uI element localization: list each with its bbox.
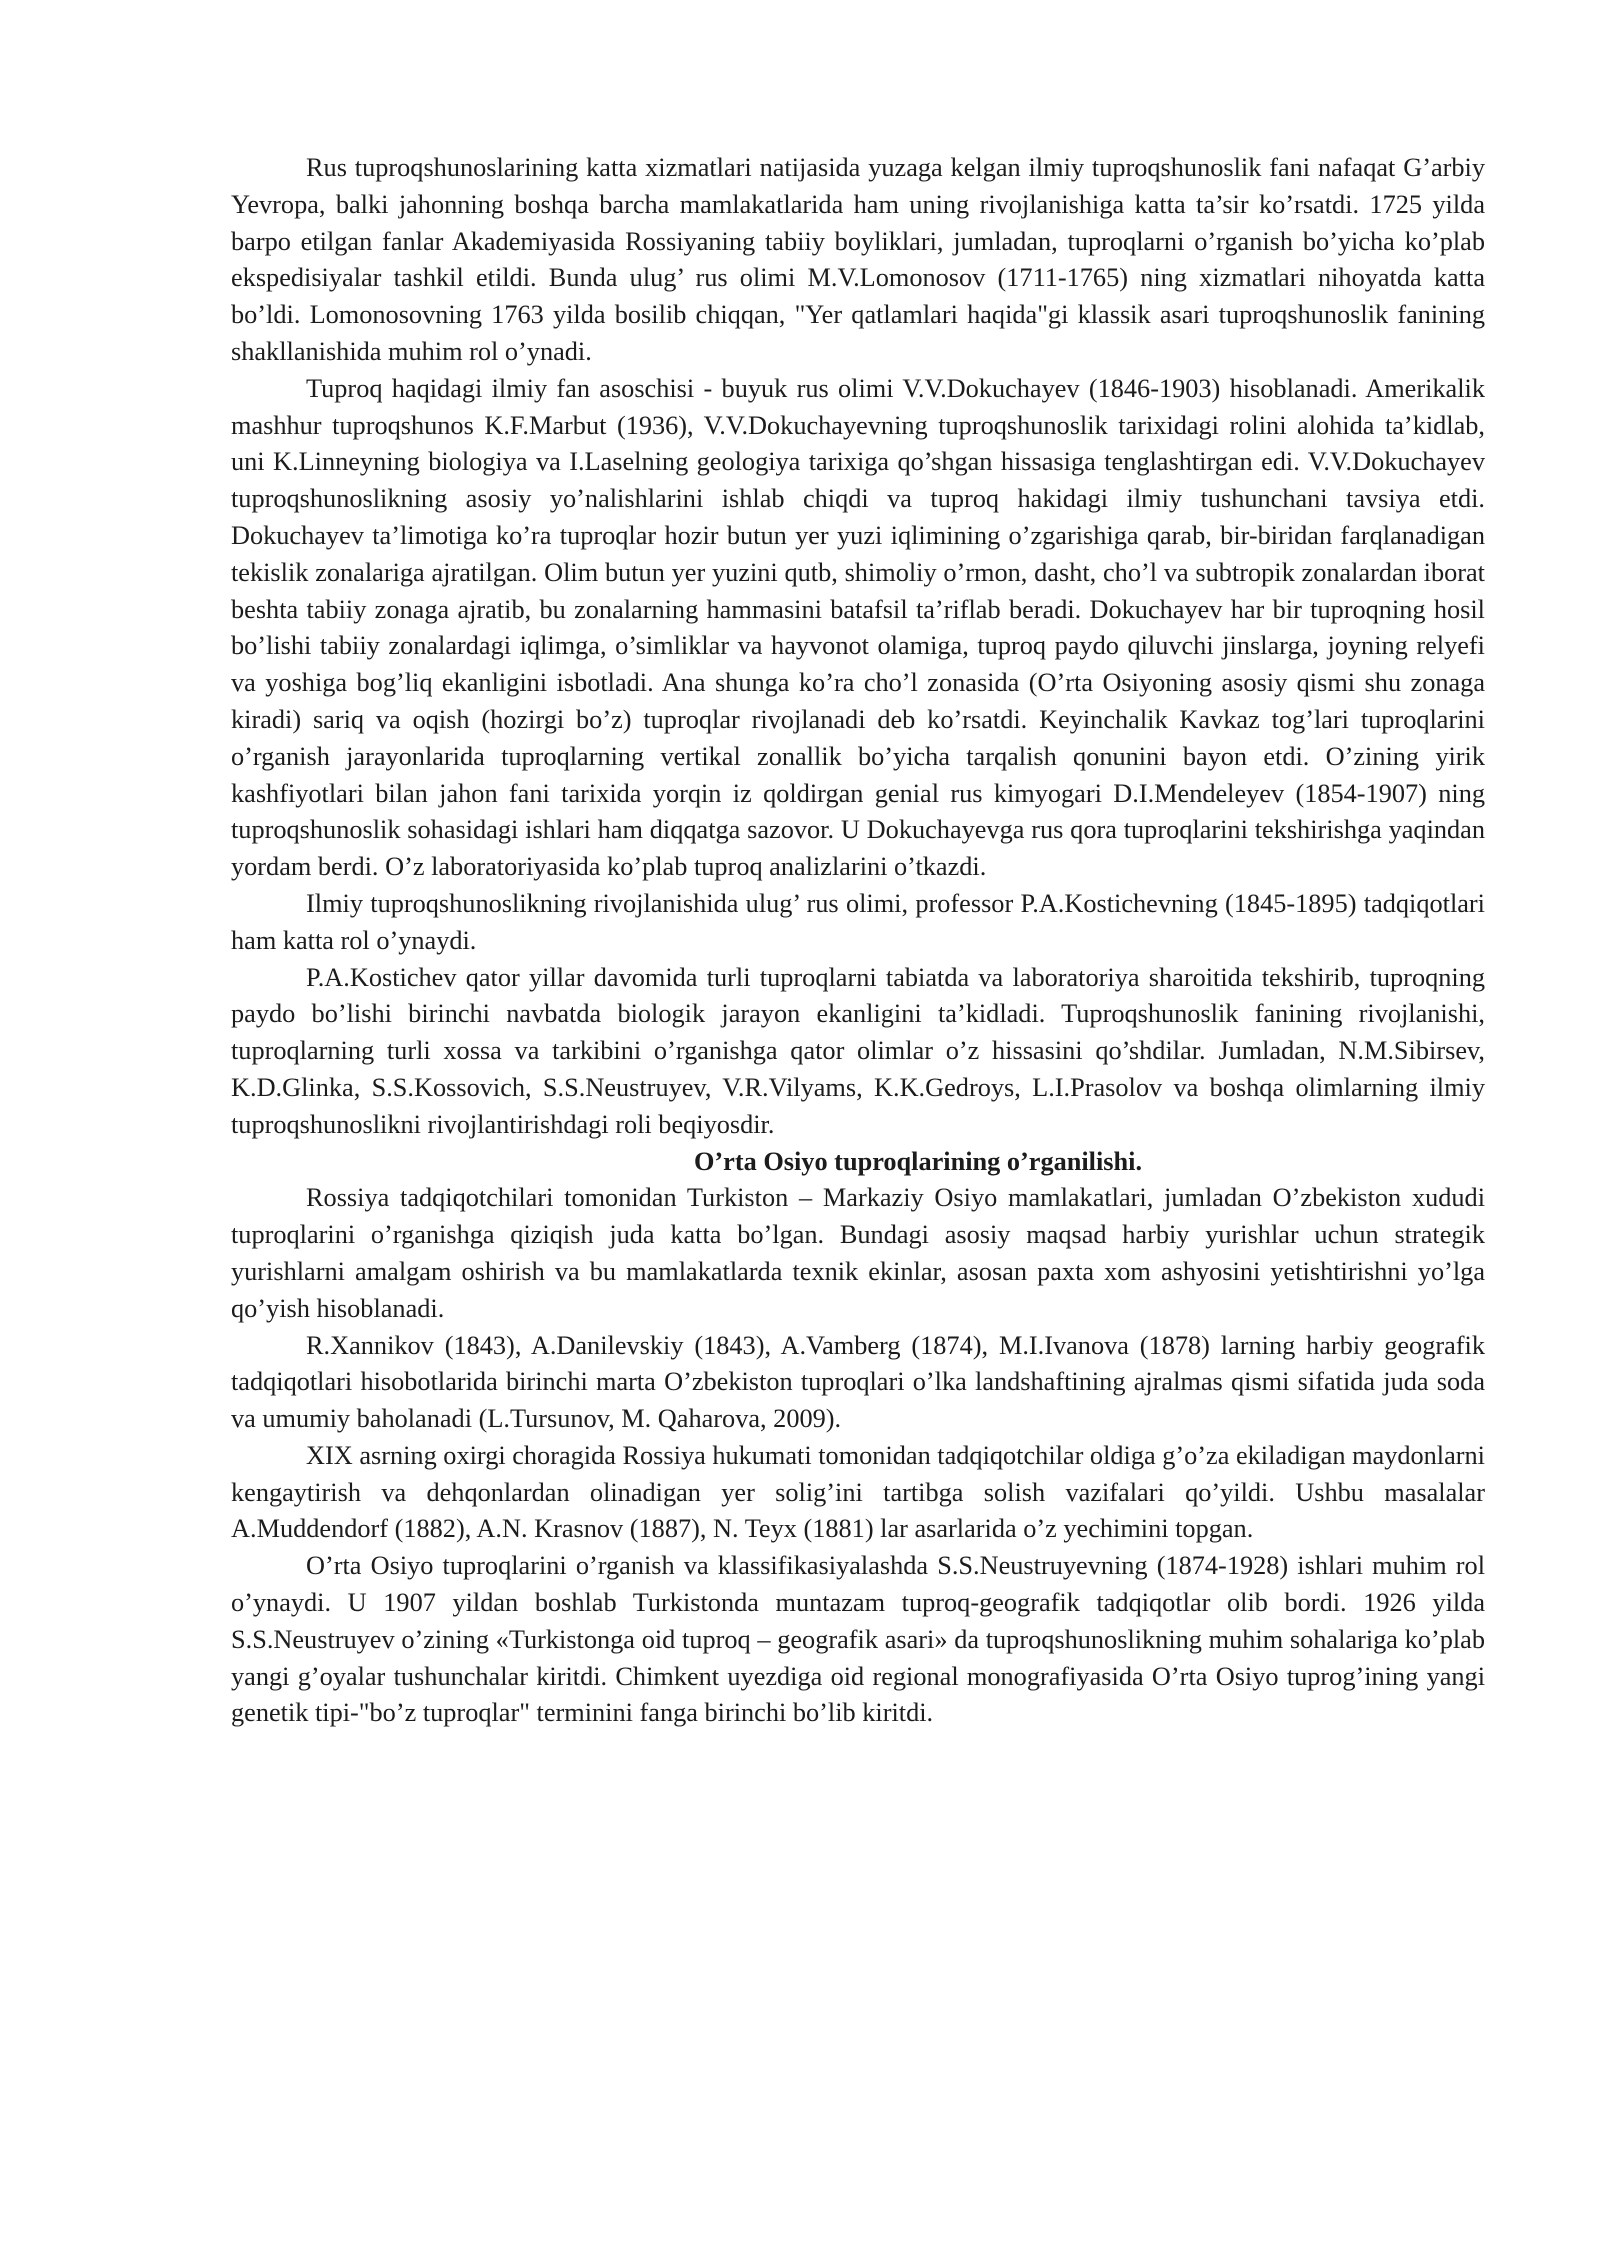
paragraph-dokuchayev: Tuproq haqidagi ilmiy fan asoschisi - buyuk rus olimi V.V.Dokuchayev (1846-1903) hisoblanadi. Amerikalik mashhur tuproqshunos K.F.Marbut (1936), V.V.Dokuchayevning tuproqshunoslik tarixidagi rolini alohida ta’kidlab, uni K.Linneyning biologiya va I.Laselning geologiya tarixiga qo’shgan hissasiga tenglashtirgan edi. V.V.Dokuchayev tuproqshunoslikning asosiy yo’nalishlarini ishlab chiqdi va tuproq hakidagi ilmiy tushunchani tavsiya etdi. Dokuchayev ta’limotiga ko’ra tuproqlar hozir butun yer yuzi iqlimining o’zgarishiga qarab, bir-biridan farqlanadigan tekislik zonalariga ajratilgan. Olim butun yer yuzini qutb, shimoliy o’rmon, dasht, cho’l va subtropik zonalardan iborat beshta tabiiy zonaga ajratib, bu zonalarning hammasini batafsil ta’riflab beradi. Dokuchayev har bir tuproqning hosil bo’lishi tabiiy zonalardagi iqlimga, o’simliklar va hayvonot olamiga, tuproq paydo qiluvchi jinslarga, joyning relyefi va yoshiga bog’liq ekanligini isbotladi. Ana shunga ko’ra cho’l zonasida (O’rta Osiyoning asosiy qismi shu zonaga kiradi) sariq va oqish (hozirgi bo’z) tuproqlar rivojlanadi deb ko’rsatdi. Keyinchalik Kavkaz tog’lari tuproqlarini o’rganish jarayonlarida tuproqlarning vertikal zonallik bo’yicha tarqalish qonunini bayon etdi. O’zining yirik kashfiyotlari bilan jahon fani tarixida yorqin iz qoldirgan genial rus kimyogari D.I.Mendeleyev (1854-1907) ning tuproqshunoslik sohasidagi ishlari ham diqqatga sazovor. U Dokuchayevga rus qora tuproqlarini tekshirishga yaqindan yordam berdi. O’z laboratoriyasida ko’plab tuproq analizlarini o’tkazdi. <box>231 373 1485 882</box>
paragraph-kostichev-research: P.A.Kostichev qator yillar davomida turli tuproqlarni tabiatda va laboratoriya sharoitida tekshirib, tuproqning paydo bo’lishi birinchi navbatda biologik jarayon ekanligini ta’kidladi. Tuproqshunoslik fanining rivojlanishi, tuproqlarning turli xossa va tarkibini o’rganishga qator olimlar o’z hissasini qo’shdilar. Jumladan, N.M.Sibirsev, K.D.Glinka, S.S.Kossovich, S.S.Neustruyev, V.R.Vilyams, K.K.Gedroys, L.I.Prasolov va boshqa olimlarning ilmiy tuproqshunoslikni rivojlantirishdagi roli beqiyosdir. <box>231 962 1485 1139</box>
paragraph-military-geography: R.Xannikov (1843), A.Danilevskiy (1843), A.Vamberg (1874), M.I.Ivanova (1878) larning harbiy geografik tadqiqotlari hisobotlarida birinchi marta O’zbekiston tuproqlari o’lka landshaftining ajralmas qismi sifatida juda soda va umumiy baholanadi (L.Tursunov, M. Qaharova, 2009). <box>231 1330 1485 1434</box>
paragraph-turkestan-research: Rossiya tadqiqotchilari tomonidan Turkiston – Markaziy Osiyo mamlakatlari, jumladan O’zbekiston xududi tuproqlarini o’rganishga qiziqish juda katta bo’lgan. Bundagi asosiy maqsad harbiy yurishlar uchun strategik yurishlarni amalgam oshirish va bu mamlakatlarda texnik ekinlar, asosan paxta xom ashyosini yetishtirishni yo’lga qo’yish hisoblanadi. <box>231 1183 1485 1323</box>
paragraph-russian-soil-science: Rus tuproqshunoslarining katta xizmatlari natijasida yuzaga kelgan ilmiy tuproqshunoslik fani nafaqat G’arbiy Yevropa, balki jahonning boshqa barcha mamlakatlarida ham uning rivojlanishiga katta ta’sir ko’rsatdi. 1725 yilda barpo etilgan fanlar Akademiyasida Rossiyaning tabiiy boyliklari, jumladan, tuproqlarni o’rganish bo’yicha ko’plab ekspedisiyalar tashkil etildi. Bunda ulug’ rus olimi M.V.Lomonosov (1711-1765) ning xizmatlari nihoyatda katta bo’ldi. Lomonosovning 1763 yilda bosilib chiqqan, "Yer qatlamlari haqida"gi klassik asari tuproqshunoslik fanining shakllanishida muhim rol o’ynadi. <box>231 153 1485 366</box>
paragraph-neustruyev: O’rta Osiyo tuproqlarini o’rganish va klassifikasiyalashda S.S.Neustruyevning (1874-1928) ishlari muhim rol o’ynaydi. U 1907 yildan boshlab Turkistonda muntazam tuproq-geografik tadqiqotlar olib bordi. 1926 yilda S.S.Neustruyev o’zining «Turkistonga oid tuproq – geografik asari» da tuproqshunoslikning muhim sohalariga ko’plab yangi g’oyalar tushunchalar kiritdi. Chimkent uyezdiga oid regional monografiyasida O’rta Osiyo tuprog’ining yangi genetik tipi-"bo’z tuproqlar" terminini fanga birinchi bo’lib kiritdi. <box>231 1551 1485 1728</box>
section-heading: O’rta Osiyo tuproqlarining o’rganilishi. <box>693 1146 1143 1176</box>
paragraph-xix-century: XIX asrning oxirgi choragida Rossiya hukumati tomonidan tadqiqotchilar oldiga g’o’za ekiladigan maydonlarni kengaytirish va dehqonlardan olinadigan yer solig’ini tartibga solish vazifalari qo’yildi. Ushbu masalalar A.Muddendorf (1882), A.N. Krasnov (1887), N. Teyx (1881) lar asarlarida o’z yechimini topgan. <box>231 1440 1485 1544</box>
paragraph-kostichev-intro: Ilmiy tuproqshunoslikning rivojlanishida ulug’ rus olimi, professor P.A.Kostichevning (1845-1895) tadqiqotlari ham katta rol o’ynaydi. <box>231 888 1485 955</box>
document-page <box>231 150 1485 1732</box>
